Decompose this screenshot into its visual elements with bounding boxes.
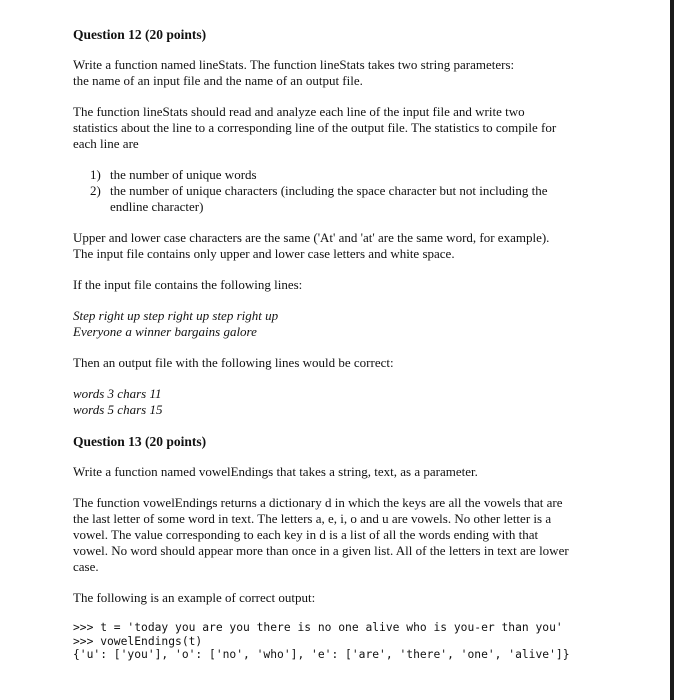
q13-paragraph-1: Write a function named vowelEndings that takes a string, text, as a parameter.	[73, 464, 478, 479]
q13-p2-line: vowel. No word should appear more than once in a given list. All of the letters in text are lower	[73, 543, 569, 558]
q12-paragraph-5: Then an output file with the following lines would be correct:	[73, 355, 394, 370]
q12-p2-line-3: each line are	[73, 136, 139, 151]
q12-p3-line-2: The input file contains only upper and lower case letters and white space.	[73, 246, 455, 261]
q12-statistics-list	[73, 167, 603, 215]
q12-p2-line-1: The function lineStats should read and analyze each line of the input file and write two	[73, 104, 525, 119]
q13-code-example	[73, 621, 603, 662]
q13-p2-line: The function vowelEndings returns a dictionary d in which the keys are all the vowels that are	[73, 495, 563, 510]
input-line: Step right up step right up step right up	[73, 308, 279, 323]
document-content	[73, 26, 603, 662]
list-item-number: 1)	[90, 167, 101, 182]
q12-paragraph-1	[73, 57, 603, 89]
q12-paragraph-2	[73, 104, 603, 152]
q12-paragraph-3	[73, 230, 603, 262]
q12-p1-line-1: Write a function named lineStats. The function lineStats takes two string parameters:	[73, 57, 515, 72]
q12-p1-line-2: the name of an input file and the name of an output file.	[73, 73, 363, 88]
code-line: >>> vowelEndings(t)	[73, 634, 203, 648]
list-item-number: 2)	[90, 183, 101, 198]
input-line: Everyone a winner bargains galore	[73, 324, 257, 339]
code-line: {'u': ['you'], 'o': ['no', 'who'], 'e': ['are', 'there', 'one', 'alive']}	[73, 648, 570, 661]
q13-paragraph-2	[73, 495, 603, 575]
list-item-text-cont: endline character)	[110, 199, 204, 214]
q12-p3-line-1: Upper and lower case characters are the same ('At' and 'at' are the same word, for example).	[73, 230, 550, 245]
output-line: words 3 chars 11	[73, 386, 162, 401]
list-item-text: the number of unique words	[110, 167, 257, 182]
q13-paragraph-3: The following is an example of correct output:	[73, 590, 316, 605]
code-line: >>> t = 'today you are you there is no one alive who is you-er than you'	[73, 621, 563, 634]
list-item	[90, 167, 603, 183]
q13-p2-line: case.	[73, 559, 99, 574]
output-line: words 5 chars 15	[73, 402, 163, 417]
q13-p2-line: vowel. The value corresponding to each key in d is a list of all the words ending with that	[73, 527, 539, 542]
q12-output-example	[73, 386, 603, 418]
question-13-title: Question 13 (20 points)	[73, 434, 207, 449]
question-12-title: Question 12 (20 points)	[73, 27, 207, 42]
list-item-text: the number of unique characters (including the space character but not including the	[110, 183, 548, 198]
q12-paragraph-4: If the input file contains the following lines:	[73, 277, 303, 292]
q12-p2-line-2: statistics about the line to a corresponding line of the output file. The statistics to compile for	[73, 120, 557, 135]
list-item	[90, 183, 603, 215]
page-edge-bar	[670, 0, 674, 700]
q12-input-example	[73, 308, 603, 340]
q13-p2-line: the last letter of some word in text. The letters a, e, i, o and u are vowels. No other letter is a	[73, 511, 552, 526]
